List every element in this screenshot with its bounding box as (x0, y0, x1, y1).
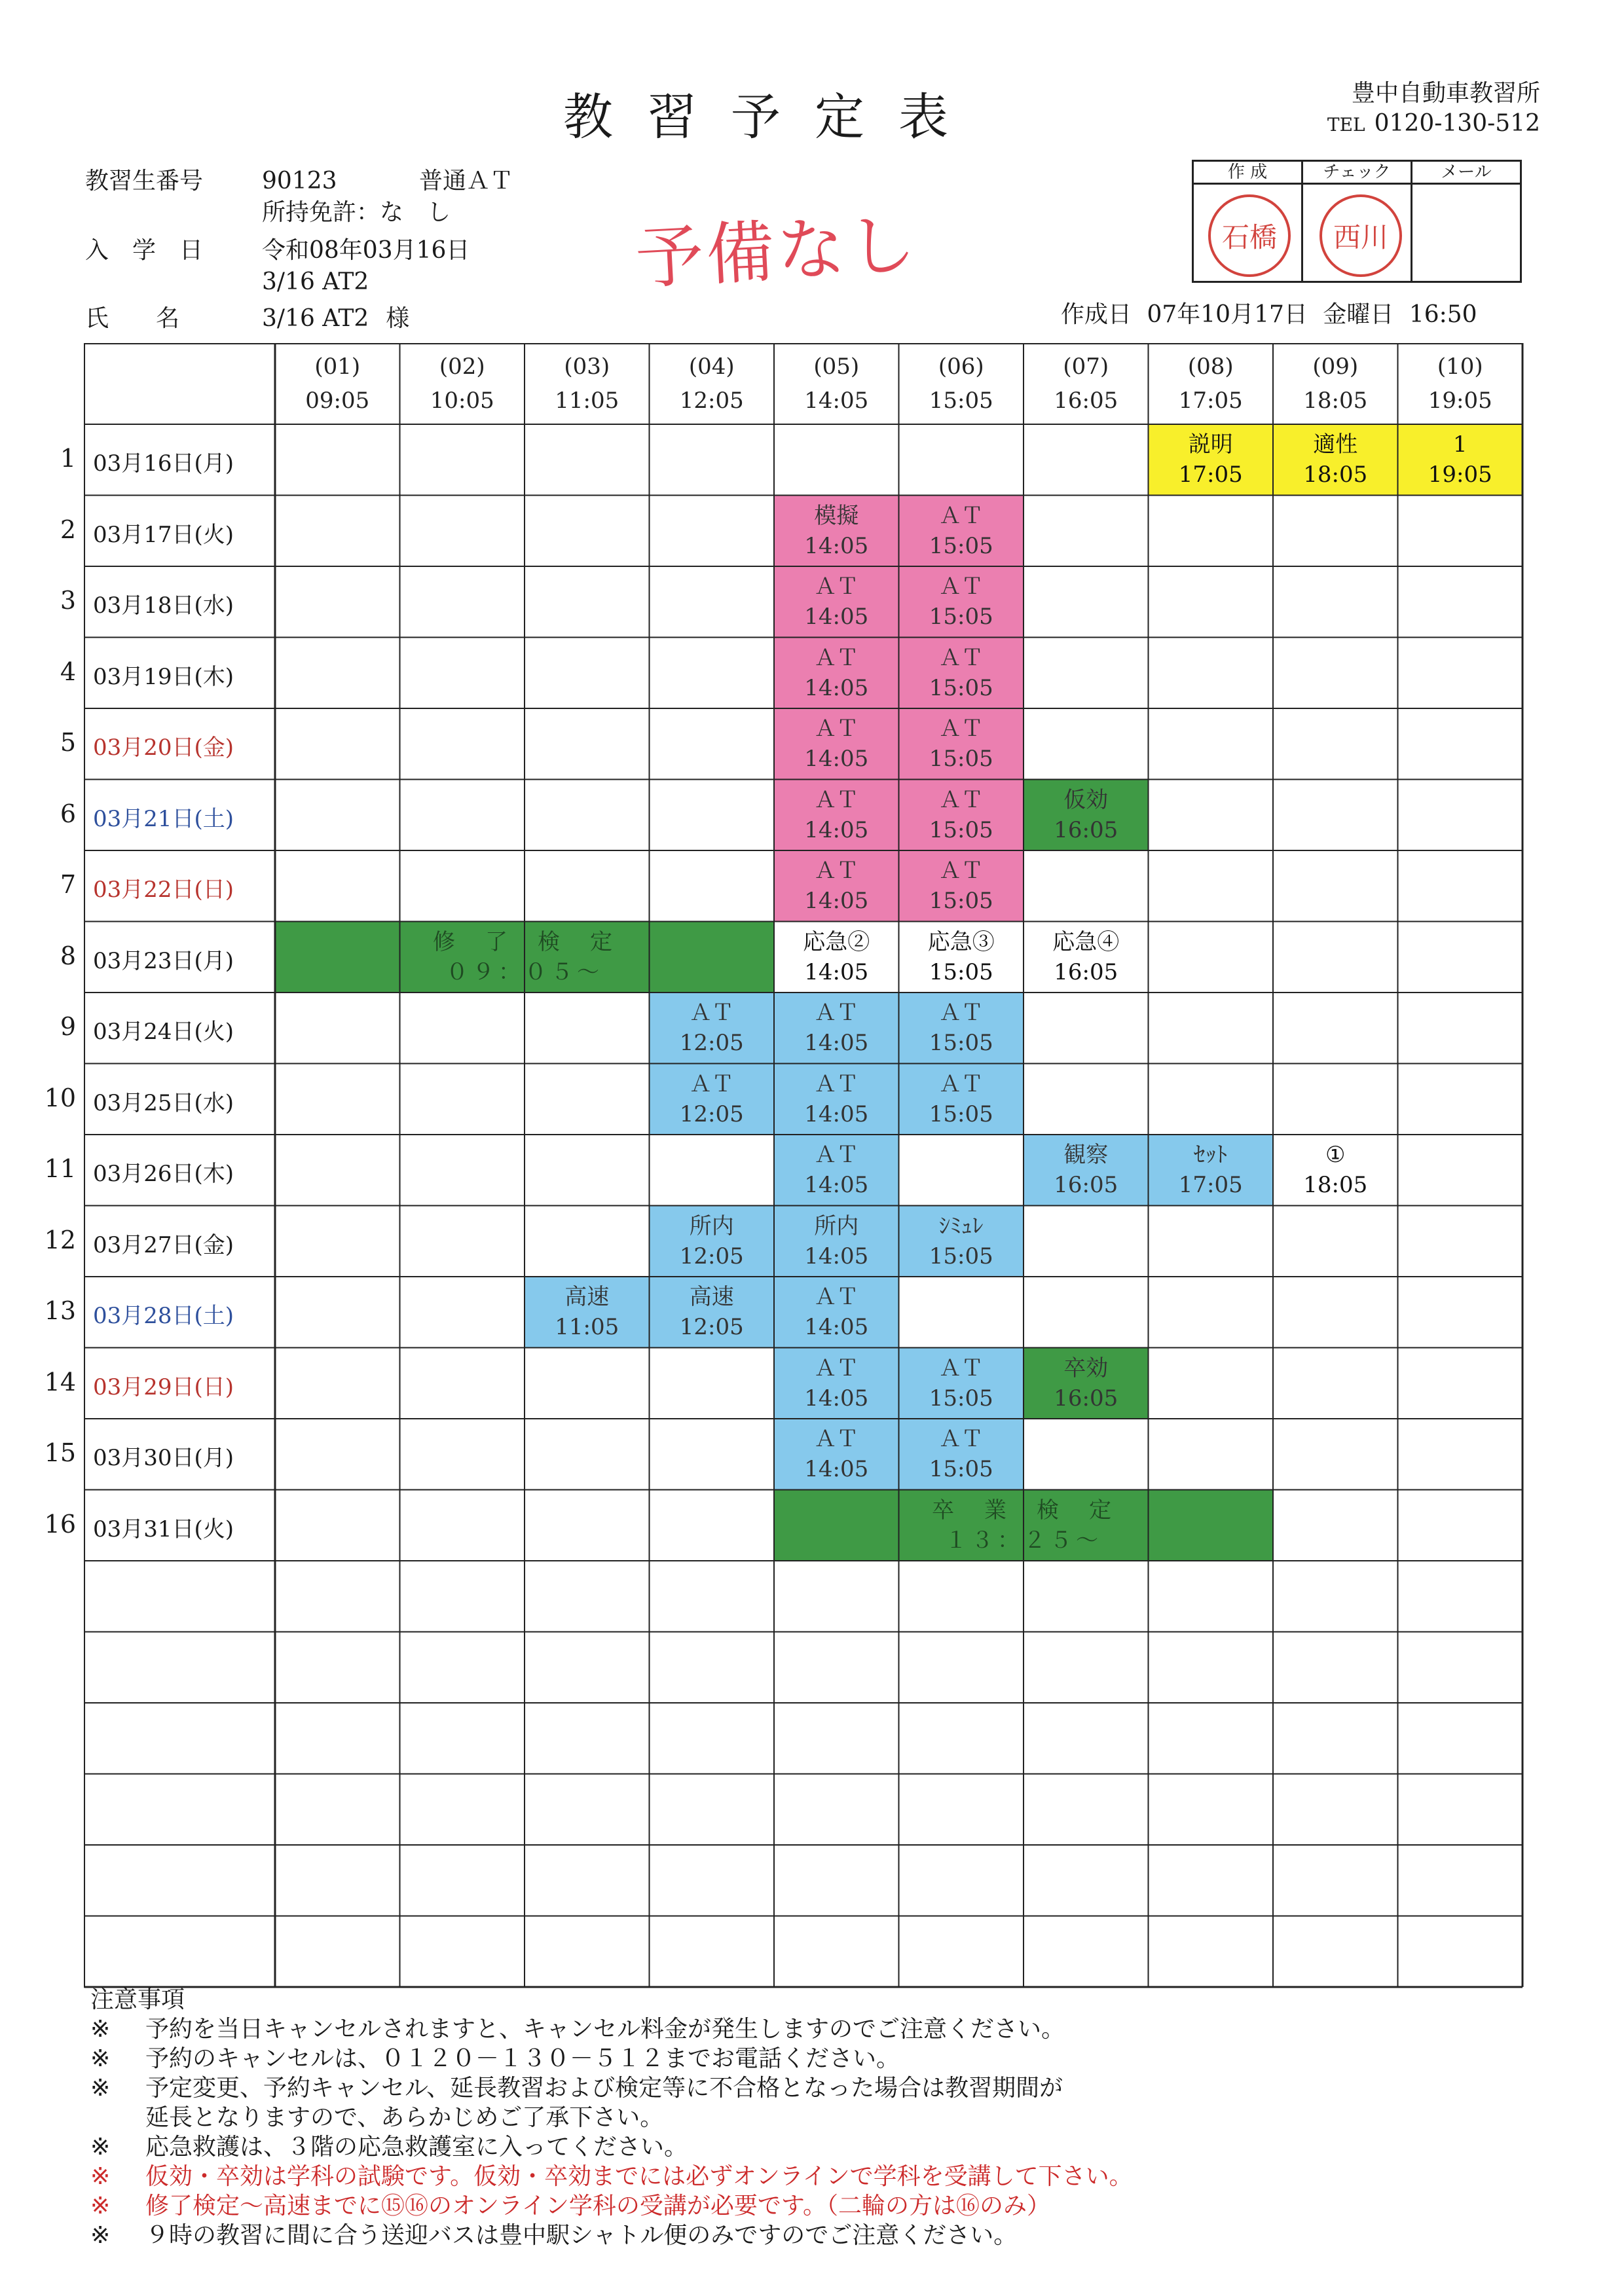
booking-time: 14:05 (804, 958, 869, 985)
booking-label: ＡＴ (938, 1355, 984, 1381)
created-date: 07年10月17日 (1147, 301, 1308, 328)
booking-label: 卒効 (1063, 1355, 1109, 1381)
column-time: 10:05 (430, 388, 494, 414)
note-text: 予約を当日キャンセルされますと、キャンセル料金が発生しますのでご注意ください。 (145, 2016, 1065, 2043)
booking-label: ＡＴ (814, 858, 859, 884)
booking-time: １３：２５～ (945, 1527, 1102, 1554)
booking-time: 16:05 (1054, 958, 1118, 985)
booking-label: ＡＴ (814, 1426, 859, 1453)
student-number-line (85, 162, 513, 196)
booking-label: ＡＴ (938, 1426, 984, 1453)
booking-time: 14:05 (804, 1314, 869, 1341)
stamp-header-check: チェック (1303, 162, 1411, 185)
booking-label: ＡＴ (814, 644, 859, 671)
note-text: 予定変更、予約キャンセル、延長教習および検定等に不合格となった場合は教習期間が (145, 2075, 1063, 2102)
booking-label: ｼﾐｭﾚ (938, 1212, 984, 1239)
row-date: 03月29日(日) (93, 1374, 234, 1400)
row-date: 03月31日(火) (93, 1516, 234, 1542)
booking-label: 応急③ (927, 928, 995, 955)
enroll-label: 入 学 日 (85, 237, 204, 264)
booking-time: 18:05 (1303, 462, 1368, 488)
booking-label: ＡＴ (938, 786, 984, 813)
note-mark: ※ (90, 2134, 111, 2160)
booking-label: 観察 (1063, 1142, 1109, 1169)
school-tel (1327, 109, 1540, 140)
column-header (650, 343, 775, 424)
booking-label: 応急④ (1052, 928, 1120, 955)
booking-label: ｾｯﾄ (1194, 1142, 1228, 1169)
booking-label: ① (1325, 1142, 1346, 1169)
note-text: 修了検定～高速までに⑮⑯のオンライン学科の受講が必要です。（二輪の方は⑯のみ） (145, 2193, 1051, 2219)
booking-label: 適性 (1313, 431, 1358, 458)
booking-label: ＡＴ (814, 786, 859, 813)
student-name: 3/16 AT2 (262, 305, 369, 332)
booking-cell (650, 1064, 775, 1135)
note-mark: ※ (90, 2045, 111, 2072)
row-number: 2 (60, 515, 76, 544)
row-number: 3 (60, 586, 76, 615)
booking-label: ＡＴ (938, 716, 984, 742)
booking-label: 説明 (1188, 431, 1233, 458)
booking-cell (774, 922, 899, 993)
row-date: 03月25日(水) (93, 1089, 234, 1116)
booking-cell (1024, 1135, 1149, 1206)
booking-time: 12:05 (679, 1101, 744, 1127)
column-time: 16:05 (1054, 388, 1118, 414)
booking-time: 14:05 (804, 746, 869, 773)
booking-time: 14:05 (804, 674, 869, 701)
row-number: 13 (44, 1296, 76, 1326)
booking-cell (650, 1206, 775, 1277)
booking-label: ＡＴ (689, 1070, 734, 1097)
column-header (774, 343, 899, 424)
row-date: 03月19日(木) (93, 663, 234, 690)
booking-time: 16:05 (1054, 816, 1118, 843)
booking-cell (899, 638, 1024, 709)
booking-cell (899, 850, 1024, 922)
tel-prefix: TEL (1327, 114, 1365, 136)
booking-time: 18:05 (1303, 1172, 1368, 1199)
stamp-box (1192, 160, 1522, 283)
license-line (262, 194, 451, 227)
row-number: 5 (60, 728, 76, 757)
row-date: 03月24日(火) (93, 1019, 234, 1046)
created-weekday: 金曜日 (1323, 301, 1394, 328)
booking-label: ＡＴ (938, 1070, 984, 1097)
row-number: 12 (44, 1225, 76, 1254)
booking-cell (899, 922, 1024, 993)
booking-label: 所内 (689, 1212, 734, 1239)
notes-section (90, 1985, 1133, 2250)
created-label: 作成日 (1061, 301, 1132, 328)
booking-cell (774, 708, 899, 780)
row-number: 1 (60, 444, 76, 473)
booking-cell (650, 993, 775, 1064)
booking-time: 15:05 (929, 674, 993, 701)
booking-label: 高速 (564, 1284, 610, 1311)
booking-label: ＡＴ (938, 1000, 984, 1027)
note-text: 応急救護は、３階の応急救護室に入ってください。 (145, 2134, 688, 2160)
column-period: (04) (688, 354, 735, 380)
booking-cell (774, 780, 899, 851)
booking-label: 1 (1452, 431, 1467, 458)
column-header (1398, 343, 1523, 424)
note-item (90, 2221, 1133, 2250)
booking-time: 14:05 (804, 1172, 869, 1199)
booking-label: ＡＴ (814, 1355, 859, 1381)
booking-cell (899, 1206, 1024, 1277)
seal-stamp-check: 西川 (1320, 194, 1402, 277)
row-number: 14 (44, 1367, 76, 1396)
booking-cell (774, 566, 899, 638)
booking-time: 14:05 (804, 888, 869, 915)
booking-label: ＡＴ (814, 716, 859, 742)
booking-cell (275, 922, 774, 993)
note-item (90, 2014, 1133, 2044)
booking-cell (774, 1490, 1273, 1561)
booking-time: 14:05 (804, 1101, 869, 1127)
booking-cell (774, 1277, 899, 1348)
notes-title: 注意事項 (90, 1986, 185, 2013)
row-date: 03月18日(水) (93, 592, 234, 619)
column-time: 15:05 (929, 388, 993, 414)
school-name: 豊中自動車教習所 (1351, 80, 1540, 107)
booking-label: ＡＴ (938, 644, 984, 671)
booking-cell (1149, 1135, 1274, 1206)
booking-time: 15:05 (929, 958, 993, 985)
column-period: (08) (1187, 354, 1234, 380)
booking-time: 15:05 (929, 532, 993, 559)
row-date: 03月27日(金) (93, 1231, 234, 1258)
stamp-header-create: 作 成 (1194, 162, 1301, 185)
column-time: 17:05 (1178, 388, 1243, 414)
note-text: 仮効・卒効は学科の試験です。仮効・卒効までには必ずオンラインで学科を受講して下さい。 (145, 2163, 1133, 2190)
booking-time: 12:05 (679, 1030, 744, 1057)
booking-time: 19:05 (1428, 462, 1492, 488)
note-text: 予約のキャンセルは、０１２０－１３０－５１２までお電話ください。 (145, 2045, 900, 2072)
booking-time: 16:05 (1054, 1385, 1118, 1412)
column-time: 18:05 (1303, 388, 1368, 414)
note-item (90, 2162, 1133, 2191)
booking-cell (650, 1277, 775, 1348)
booking-label: 高速 (689, 1284, 734, 1311)
note-continuation: 延長となりますので、あらかじめご了承下さい。 (145, 2104, 664, 2131)
row-date: 03月21日(土) (93, 805, 234, 832)
license-value: な し (380, 199, 451, 226)
booking-time: 15:05 (929, 1243, 993, 1269)
row-date: 03月23日(月) (93, 947, 234, 974)
column-time: 11:05 (555, 388, 619, 414)
booking-time: 17:05 (1178, 462, 1243, 488)
column-period: (10) (1437, 354, 1483, 380)
row-date: 03月20日(金) (93, 735, 234, 761)
name-suffix: 様 (386, 305, 410, 332)
column-header (400, 343, 525, 424)
row-number: 9 (60, 1012, 76, 1042)
booking-cell (899, 1348, 1024, 1419)
booking-cell (774, 638, 899, 709)
column-time: 19:05 (1428, 388, 1492, 414)
booking-label: ＡＴ (814, 1000, 859, 1027)
booking-label: 仮効 (1063, 786, 1109, 813)
column-period: (05) (813, 354, 860, 380)
booking-cell (899, 993, 1024, 1064)
booking-cell (774, 1419, 899, 1490)
booking-time: 16:05 (1054, 1172, 1118, 1199)
booking-label: 卒 業 検 定 (932, 1497, 1115, 1523)
booking-time: 15:05 (929, 746, 993, 773)
booking-time: 15:05 (929, 604, 993, 630)
booking-cell (774, 1064, 899, 1135)
booking-time: 15:05 (929, 1101, 993, 1127)
booking-label: ＡＴ (938, 574, 984, 600)
booking-cell (774, 993, 899, 1064)
seal-stamp-create: 石橋 (1208, 194, 1291, 277)
column-period: (01) (314, 354, 361, 380)
booking-cell (1273, 1135, 1398, 1206)
booking-cell (899, 780, 1024, 851)
row-number: 15 (44, 1438, 76, 1468)
booking-label: 応急② (803, 928, 870, 955)
booking-cell (1024, 1348, 1149, 1419)
booking-time: 14:05 (804, 1385, 869, 1412)
booking-time: 15:05 (929, 816, 993, 843)
booking-time: 15:05 (929, 1030, 993, 1057)
note-text: ９時の教習に間に合う送迎バスは豊中駅シャトル便のみですのでご注意ください。 (145, 2222, 1018, 2249)
booking-label: ＡＴ (814, 1142, 859, 1169)
row-number: 11 (44, 1154, 76, 1184)
enroll-date: 令和08年03月16日 (262, 237, 470, 264)
enroll-line (85, 232, 470, 265)
column-header (1024, 343, 1149, 424)
column-time: 14:05 (804, 388, 869, 414)
row-number: 4 (60, 657, 76, 686)
booking-cell (774, 850, 899, 922)
license-label: 所持免許： (262, 199, 380, 226)
booking-label: ＡＴ (814, 574, 859, 600)
booking-cell (774, 1348, 899, 1419)
booking-time: 17:05 (1178, 1172, 1243, 1199)
row-date: 03月16日(月) (93, 450, 234, 477)
row-date: 03月28日(土) (93, 1303, 234, 1330)
handwritten-note: 予備なし (633, 204, 921, 299)
column-header (275, 343, 400, 424)
booking-time: 14:05 (804, 604, 869, 630)
student-number: 90123 (262, 168, 337, 194)
booking-cell (899, 708, 1024, 780)
booking-cell (525, 1277, 650, 1348)
column-period: (06) (938, 354, 984, 380)
row-number: 8 (60, 941, 76, 970)
column-period: (09) (1312, 354, 1359, 380)
booking-label: ＡＴ (938, 858, 984, 884)
booking-cell (899, 1064, 1024, 1135)
row-number: 10 (44, 1083, 76, 1112)
column-time: 12:05 (679, 388, 744, 414)
note-mark: ※ (90, 2193, 111, 2219)
student-number-label: 教習生番号 (85, 168, 204, 194)
column-period: (02) (439, 354, 485, 380)
booking-time: 15:05 (929, 1456, 993, 1483)
booking-cell (1273, 424, 1398, 496)
booking-time: 12:05 (679, 1243, 744, 1269)
booking-cell (774, 1135, 899, 1206)
row-number: 16 (44, 1509, 76, 1539)
booking-cell (1024, 780, 1149, 851)
row-date: 03月26日(木) (93, 1161, 234, 1188)
booking-cell (774, 496, 899, 567)
booking-time: 14:05 (804, 532, 869, 559)
booking-cell (899, 566, 1024, 638)
booking-cell (899, 1419, 1024, 1490)
column-period: (07) (1063, 354, 1109, 380)
note-item (90, 2073, 1133, 2103)
booking-time: 14:05 (804, 1456, 869, 1483)
page-title: 教習予定表 (563, 88, 982, 146)
note-item (90, 2132, 1133, 2162)
stamp-header-mail: メール (1412, 162, 1520, 185)
booking-time: 11:05 (555, 1314, 619, 1341)
created-line (1061, 296, 1477, 329)
booking-time: 14:05 (804, 1243, 869, 1269)
tel-number: 0120-130-512 (1374, 110, 1540, 137)
booking-label: ＡＴ (689, 1000, 734, 1027)
booking-time: 14:05 (804, 1030, 869, 1057)
booking-label: 修 了 検 定 (433, 928, 616, 955)
column-header (899, 343, 1024, 424)
note-mark: ※ (90, 2163, 111, 2190)
column-header (525, 343, 650, 424)
note-item (90, 2044, 1133, 2073)
column-header (1149, 343, 1274, 424)
booking-time: 15:05 (929, 1385, 993, 1412)
booking-label: 所内 (814, 1212, 859, 1239)
created-time: 16:50 (1409, 301, 1477, 328)
note-mark: ※ (90, 2075, 111, 2102)
note-item (90, 2191, 1133, 2221)
row-date: 03月17日(火) (93, 521, 234, 548)
column-period: (03) (564, 354, 610, 380)
note-mark: ※ (90, 2016, 111, 2043)
school-info (1327, 79, 1540, 140)
booking-label: ＡＴ (814, 1070, 859, 1097)
booking-cell (899, 496, 1024, 567)
booking-cell (1024, 922, 1149, 993)
row-number: 7 (60, 870, 76, 900)
row-date: 03月30日(月) (93, 1445, 234, 1472)
booking-label: ＡＴ (814, 1284, 859, 1311)
booking-cell (1398, 424, 1523, 496)
note-line: 3/16 AT2 (262, 268, 369, 295)
row-date: 03月22日(日) (93, 877, 234, 903)
row-number: 6 (60, 799, 76, 828)
booking-label: 模擬 (814, 502, 859, 529)
booking-label: ＡＴ (938, 502, 984, 529)
booking-time: ０９：０５～ (446, 958, 603, 985)
booking-cell (1149, 424, 1274, 496)
name-label: 氏 名 (85, 305, 180, 332)
column-header (1273, 343, 1398, 424)
booking-cell (774, 1206, 899, 1277)
course: 普通ＡＴ (419, 168, 514, 194)
name-line (85, 300, 409, 333)
booking-time: 14:05 (804, 816, 869, 843)
note-mark: ※ (90, 2222, 111, 2249)
booking-time: 15:05 (929, 888, 993, 915)
column-time: 09:05 (305, 388, 370, 414)
booking-time: 12:05 (679, 1314, 744, 1341)
